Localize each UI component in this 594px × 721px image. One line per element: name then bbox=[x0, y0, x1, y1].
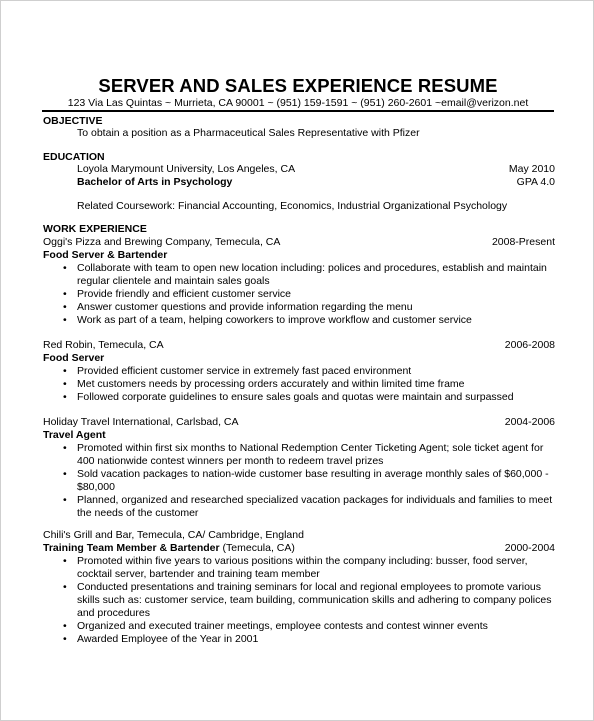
job-employer: Oggi's Pizza and Brewing Company, Temecula, CA bbox=[43, 236, 281, 248]
bullet-dot-icon: • bbox=[63, 314, 67, 326]
bullet-text: Work as part of a team, helping coworkers to improve workflow and customer service bbox=[77, 314, 472, 326]
bullet-dot-icon: • bbox=[63, 494, 67, 506]
bullet-text: Conducted presentations and training seminars for local and regional employees to promote various bbox=[77, 581, 542, 593]
job-title: Training Team Member & Bartender bbox=[43, 542, 220, 554]
bullet-text: regular clientele and maintain sales goals bbox=[77, 275, 270, 287]
bullet-item bbox=[63, 301, 547, 314]
bullet-text: Answer customer questions and provide information regarding the menu bbox=[77, 301, 413, 313]
job-bullets bbox=[63, 262, 547, 327]
job-title: Travel Agent bbox=[43, 429, 106, 441]
education-degree: Bachelor of Arts in Psychology bbox=[77, 176, 233, 188]
bullet-text: and procedures bbox=[77, 607, 150, 619]
bullet-item bbox=[63, 494, 553, 520]
bullet-text: Provide friendly and efficient customer service bbox=[77, 288, 291, 300]
bullet-text: Planned, organized and researched specialized vacation packages for individuals and families to meet bbox=[77, 494, 553, 506]
bullet-text: Organized and executed trainer meetings, employee contests and contest winner events bbox=[77, 620, 488, 632]
bullet-dot-icon: • bbox=[63, 555, 67, 567]
bullet-dot-icon: • bbox=[63, 378, 67, 390]
job-bullets bbox=[63, 555, 552, 646]
bullet-text: $80,000 bbox=[77, 481, 115, 493]
bullet-text: the needs of the customer bbox=[77, 507, 199, 519]
bullet-dot-icon: • bbox=[63, 581, 67, 593]
bullet-text: Sold vacation packages to nation-wide customer base resulting in average monthly sales of $60,000 - bbox=[77, 468, 549, 480]
job-title-location: (Temecula, CA) bbox=[219, 542, 295, 554]
job-employer: Red Robin, Temecula, CA bbox=[43, 339, 164, 351]
bullet-text: Provided efficient customer service in extremely fast paced environment bbox=[77, 365, 412, 377]
bullet-text: Met customers needs by processing orders accurately and within limited time frame bbox=[77, 378, 465, 390]
bullet-text: 400 nationwide contest winners per month to redeem travel prizes bbox=[77, 455, 384, 467]
bullet-text: cocktail server, bartender and training team member bbox=[77, 568, 320, 580]
bullet-text: Promoted within five years to various positions within the company including: busser, food server, bbox=[77, 555, 528, 567]
job-title: Food Server bbox=[43, 352, 105, 364]
bullet-item bbox=[63, 468, 552, 494]
bullet-item bbox=[63, 555, 551, 581]
bullet-item bbox=[63, 288, 547, 301]
bullet-dot-icon: • bbox=[63, 620, 67, 632]
education-date: May 2010 bbox=[508, 163, 555, 175]
education-heading: EDUCATION bbox=[43, 151, 105, 163]
bullet-text: skills such as: customer service, team building, communication skills and adhering to company polices bbox=[77, 594, 552, 606]
job-employer: Holiday Travel International, Carlsbad, CA bbox=[43, 416, 239, 428]
objective-heading: OBJECTIVE bbox=[43, 115, 103, 127]
job-title: Food Server & Bartender bbox=[43, 249, 168, 261]
contact-line: 123 Via Las Quintas ~ Murrieta, CA 90001 ~ (951) 159-1591 ~ (951) 260-2601 ~email@verizon.net bbox=[67, 97, 529, 109]
bullet-item bbox=[63, 378, 514, 391]
bullet-dot-icon: • bbox=[63, 633, 67, 645]
job-dates: 2008-Present bbox=[491, 236, 555, 248]
bullet-text: Awarded Employee of the Year in 2001 bbox=[77, 633, 259, 645]
bullet-item bbox=[63, 391, 514, 404]
bullet-item bbox=[63, 581, 552, 620]
education-gpa: GPA 4.0 bbox=[516, 176, 555, 188]
objective-text: To obtain a position as a Pharmaceutical Sales Representative with Pfizer bbox=[77, 127, 420, 139]
job-dates: 2006-2008 bbox=[504, 339, 555, 351]
header-rule bbox=[42, 110, 554, 112]
bullet-dot-icon: • bbox=[63, 391, 67, 403]
education-school: Loyola Marymount University, Los Angeles, CA bbox=[77, 163, 296, 175]
bullet-dot-icon: • bbox=[63, 301, 67, 313]
bullet-item bbox=[63, 365, 514, 378]
bullet-text: Followed corporate guidelines to ensure sales goals and quotas were maintain and surpassed bbox=[77, 391, 514, 403]
bullet-item bbox=[63, 620, 551, 633]
resume-title: SERVER AND SALES EXPERIENCE RESUME bbox=[98, 75, 498, 96]
bullet-item bbox=[63, 314, 547, 327]
bullet-item bbox=[63, 633, 551, 646]
education-coursework: Related Coursework: Financial Accounting, Economics, Industrial Organizational Psychology bbox=[77, 200, 508, 212]
bullet-item bbox=[63, 262, 547, 288]
job-dates: 2000-2004 bbox=[504, 542, 555, 554]
bullet-dot-icon: • bbox=[63, 442, 67, 454]
bullet-dot-icon: • bbox=[63, 288, 67, 300]
job-dates: 2004-2006 bbox=[504, 416, 555, 428]
bullet-dot-icon: • bbox=[63, 468, 67, 480]
bullet-text: Collaborate with team to open new location including: polices and procedures, establish and maintain bbox=[77, 262, 547, 274]
bullet-text: Promoted within first six months to National Redemption Center Ticketing Agent; sole ticket agent for bbox=[77, 442, 544, 454]
job-employer: Chili's Grill and Bar, Temecula, CA/ Cambridge, England bbox=[43, 529, 304, 541]
bullet-dot-icon: • bbox=[63, 262, 67, 274]
bullet-item bbox=[63, 442, 552, 468]
job-bullets bbox=[63, 442, 553, 520]
work-heading: WORK EXPERIENCE bbox=[43, 223, 147, 235]
job-bullets bbox=[63, 365, 514, 404]
bullet-dot-icon: • bbox=[63, 365, 67, 377]
job-title-row bbox=[43, 542, 295, 555]
